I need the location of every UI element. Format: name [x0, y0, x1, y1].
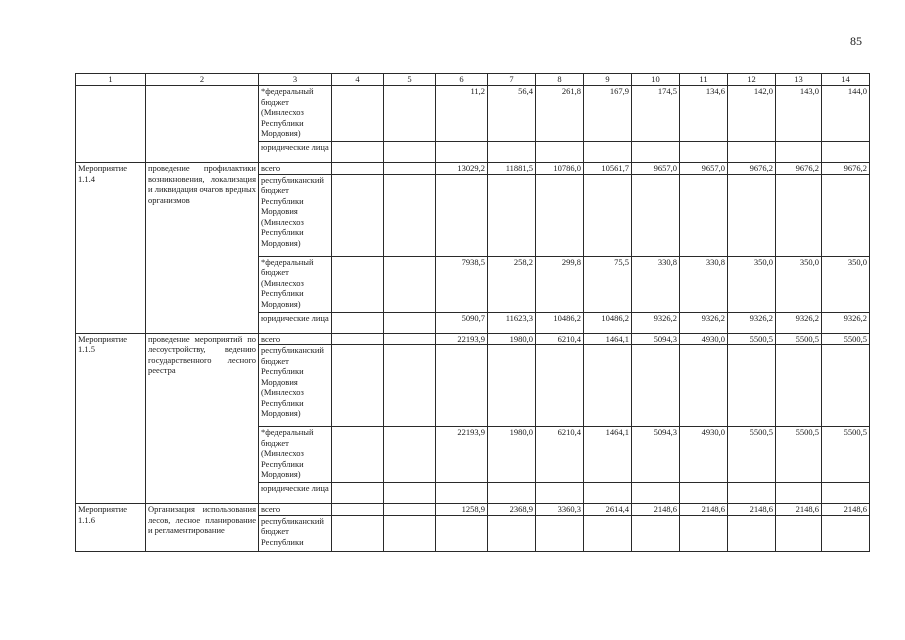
value-cell [384, 86, 436, 142]
value-cell: 4930,0 [680, 333, 728, 345]
value-cell: 75,5 [584, 256, 632, 312]
funding-source-cell: юридические лица [259, 312, 332, 333]
column-header: 9 [584, 74, 632, 86]
value-cell: 11881,5 [488, 163, 536, 175]
funding-source-cell: республиканский бюджет Республики [259, 515, 332, 551]
value-cell [536, 515, 584, 551]
value-cell [436, 515, 488, 551]
value-cell: 1464,1 [584, 333, 632, 345]
value-cell: 5090,7 [436, 312, 488, 333]
value-cell [384, 312, 436, 333]
value-cell: 2148,6 [776, 504, 822, 516]
value-cell [776, 483, 822, 504]
value-cell: 10486,2 [584, 312, 632, 333]
table-row [76, 333, 870, 345]
value-cell [332, 515, 384, 551]
value-cell: 5500,5 [728, 333, 776, 345]
value-cell: 9326,2 [632, 312, 680, 333]
value-cell: 2148,6 [728, 504, 776, 516]
funding-source-cell: всего [259, 504, 332, 516]
value-cell: 9326,2 [680, 312, 728, 333]
value-cell [436, 174, 488, 256]
value-cell [384, 174, 436, 256]
column-header: 2 [146, 74, 259, 86]
value-cell: 10486,2 [536, 312, 584, 333]
value-cell [728, 483, 776, 504]
value-cell: 6210,4 [536, 427, 584, 483]
value-cell: 22193,9 [436, 427, 488, 483]
value-cell: 1464,1 [584, 427, 632, 483]
event-description-cell: проведение мероприятий по лесоустройству, ведению государственного лесного реестра [146, 333, 259, 504]
value-cell: 2368,9 [488, 504, 536, 516]
value-cell: 9676,2 [822, 163, 870, 175]
event-description-cell: проведение профилактики возникновения, локализация и ликвидация очагов вредных организмов [146, 163, 259, 334]
value-cell [332, 142, 384, 163]
value-cell: 9326,2 [776, 312, 822, 333]
value-cell: 7938,5 [436, 256, 488, 312]
value-cell [776, 142, 822, 163]
event-code-cell: Мероприятие 1.1.6 [76, 504, 146, 552]
value-cell [488, 515, 536, 551]
value-cell: 11623,3 [488, 312, 536, 333]
funding-source-cell: всего [259, 163, 332, 175]
value-cell: 10786,0 [536, 163, 584, 175]
value-cell [728, 515, 776, 551]
value-cell [776, 174, 822, 256]
column-header: 12 [728, 74, 776, 86]
value-cell: 56,4 [488, 86, 536, 142]
value-cell: 9657,0 [632, 163, 680, 175]
value-cell [680, 515, 728, 551]
value-cell [632, 515, 680, 551]
value-cell [384, 333, 436, 345]
value-cell [384, 483, 436, 504]
value-cell [584, 142, 632, 163]
table-body [76, 86, 870, 552]
value-cell: 167,9 [584, 86, 632, 142]
value-cell: 6210,4 [536, 333, 584, 345]
value-cell [680, 345, 728, 427]
value-cell [680, 142, 728, 163]
value-cell [332, 174, 384, 256]
value-cell [584, 515, 632, 551]
value-cell [436, 483, 488, 504]
column-header: 14 [822, 74, 870, 86]
value-cell: 1980,0 [488, 333, 536, 345]
budget-table [75, 73, 870, 552]
value-cell: 2148,6 [632, 504, 680, 516]
value-cell [776, 515, 822, 551]
value-cell: 330,8 [632, 256, 680, 312]
value-cell [332, 333, 384, 345]
value-cell [332, 427, 384, 483]
value-cell [332, 86, 384, 142]
table-row [76, 163, 870, 175]
value-cell [536, 483, 584, 504]
column-header: 5 [384, 74, 436, 86]
funding-source-cell: юридические лица [259, 483, 332, 504]
value-cell [728, 142, 776, 163]
value-cell [584, 483, 632, 504]
value-cell [776, 345, 822, 427]
value-cell: 5500,5 [776, 427, 822, 483]
value-cell [680, 483, 728, 504]
column-header: 8 [536, 74, 584, 86]
value-cell: 142,0 [728, 86, 776, 142]
value-cell [584, 345, 632, 427]
value-cell [680, 174, 728, 256]
event-code-cell [76, 86, 146, 163]
value-cell: 9676,2 [776, 163, 822, 175]
value-cell: 22193,9 [436, 333, 488, 345]
value-cell: 350,0 [776, 256, 822, 312]
value-cell [436, 142, 488, 163]
funding-source-cell: *федеральный бюджет (Минлесхоз Республики Мордовия) [259, 256, 332, 312]
value-cell: 2148,6 [680, 504, 728, 516]
funding-source-cell: республиканский бюджет Республики Мордовия (Минлесхоз Республики Мордовия) [259, 345, 332, 427]
value-cell [384, 142, 436, 163]
value-cell: 2614,4 [584, 504, 632, 516]
value-cell: 13029,2 [436, 163, 488, 175]
value-cell [632, 174, 680, 256]
column-number-row [76, 74, 870, 86]
value-cell: 258,2 [488, 256, 536, 312]
value-cell [584, 174, 632, 256]
funding-source-cell: *федеральный бюджет (Минлесхоз Республики Мордовия) [259, 86, 332, 142]
value-cell: 350,0 [822, 256, 870, 312]
value-cell: 11,2 [436, 86, 488, 142]
value-cell: 5500,5 [822, 427, 870, 483]
value-cell: 3360,3 [536, 504, 584, 516]
funding-source-cell: юридические лица [259, 142, 332, 163]
value-cell: 350,0 [728, 256, 776, 312]
value-cell [384, 515, 436, 551]
column-header: 11 [680, 74, 728, 86]
table-row [76, 504, 870, 516]
value-cell [822, 345, 870, 427]
value-cell [728, 174, 776, 256]
event-description-cell: Организация использования лесов, лесное планирование и регламентирование [146, 504, 259, 552]
value-cell [822, 483, 870, 504]
column-header: 6 [436, 74, 488, 86]
value-cell [822, 174, 870, 256]
value-cell [536, 345, 584, 427]
funding-source-cell: *федеральный бюджет (Минлесхоз Республики Мордовия) [259, 427, 332, 483]
value-cell: 9657,0 [680, 163, 728, 175]
value-cell [488, 142, 536, 163]
value-cell: 5500,5 [822, 333, 870, 345]
value-cell: 9676,2 [728, 163, 776, 175]
value-cell: 5094,3 [632, 333, 680, 345]
page-number: 85 [850, 34, 862, 48]
value-cell [488, 174, 536, 256]
value-cell: 299,8 [536, 256, 584, 312]
value-cell [536, 174, 584, 256]
value-cell [822, 515, 870, 551]
value-cell: 134,6 [680, 86, 728, 142]
value-cell: 5094,3 [632, 427, 680, 483]
value-cell [488, 345, 536, 427]
value-cell: 1258,9 [436, 504, 488, 516]
value-cell: 4930,0 [680, 427, 728, 483]
value-cell [384, 345, 436, 427]
value-cell [332, 312, 384, 333]
value-cell [384, 504, 436, 516]
column-header: 10 [632, 74, 680, 86]
value-cell: 174,5 [632, 86, 680, 142]
value-cell [332, 483, 384, 504]
value-cell [632, 142, 680, 163]
event-description-cell [146, 86, 259, 163]
value-cell [728, 345, 776, 427]
funding-source-cell: республиканский бюджет Республики Мордовия (Минлесхоз Республики Мордовия) [259, 174, 332, 256]
table-row [76, 86, 870, 142]
event-code-cell: Мероприятие 1.1.5 [76, 333, 146, 504]
column-header: 7 [488, 74, 536, 86]
value-cell: 261,8 [536, 86, 584, 142]
column-header: 4 [332, 74, 384, 86]
value-cell [332, 345, 384, 427]
value-cell [632, 483, 680, 504]
value-cell: 9326,2 [822, 312, 870, 333]
value-cell: 2148,6 [822, 504, 870, 516]
value-cell [332, 256, 384, 312]
value-cell: 144,0 [822, 86, 870, 142]
value-cell [536, 142, 584, 163]
value-cell [488, 483, 536, 504]
value-cell [384, 256, 436, 312]
event-code-cell: Мероприятие 1.1.4 [76, 163, 146, 334]
column-header: 1 [76, 74, 146, 86]
value-cell: 5500,5 [728, 427, 776, 483]
value-cell [822, 142, 870, 163]
value-cell [436, 345, 488, 427]
value-cell [332, 504, 384, 516]
value-cell: 5500,5 [776, 333, 822, 345]
value-cell [632, 345, 680, 427]
value-cell [384, 163, 436, 175]
value-cell: 10561,7 [584, 163, 632, 175]
value-cell: 9326,2 [728, 312, 776, 333]
value-cell [384, 427, 436, 483]
value-cell: 143,0 [776, 86, 822, 142]
value-cell: 1980,0 [488, 427, 536, 483]
value-cell [332, 163, 384, 175]
funding-source-cell: всего [259, 333, 332, 345]
column-header: 13 [776, 74, 822, 86]
value-cell: 330,8 [680, 256, 728, 312]
column-header: 3 [259, 74, 332, 86]
